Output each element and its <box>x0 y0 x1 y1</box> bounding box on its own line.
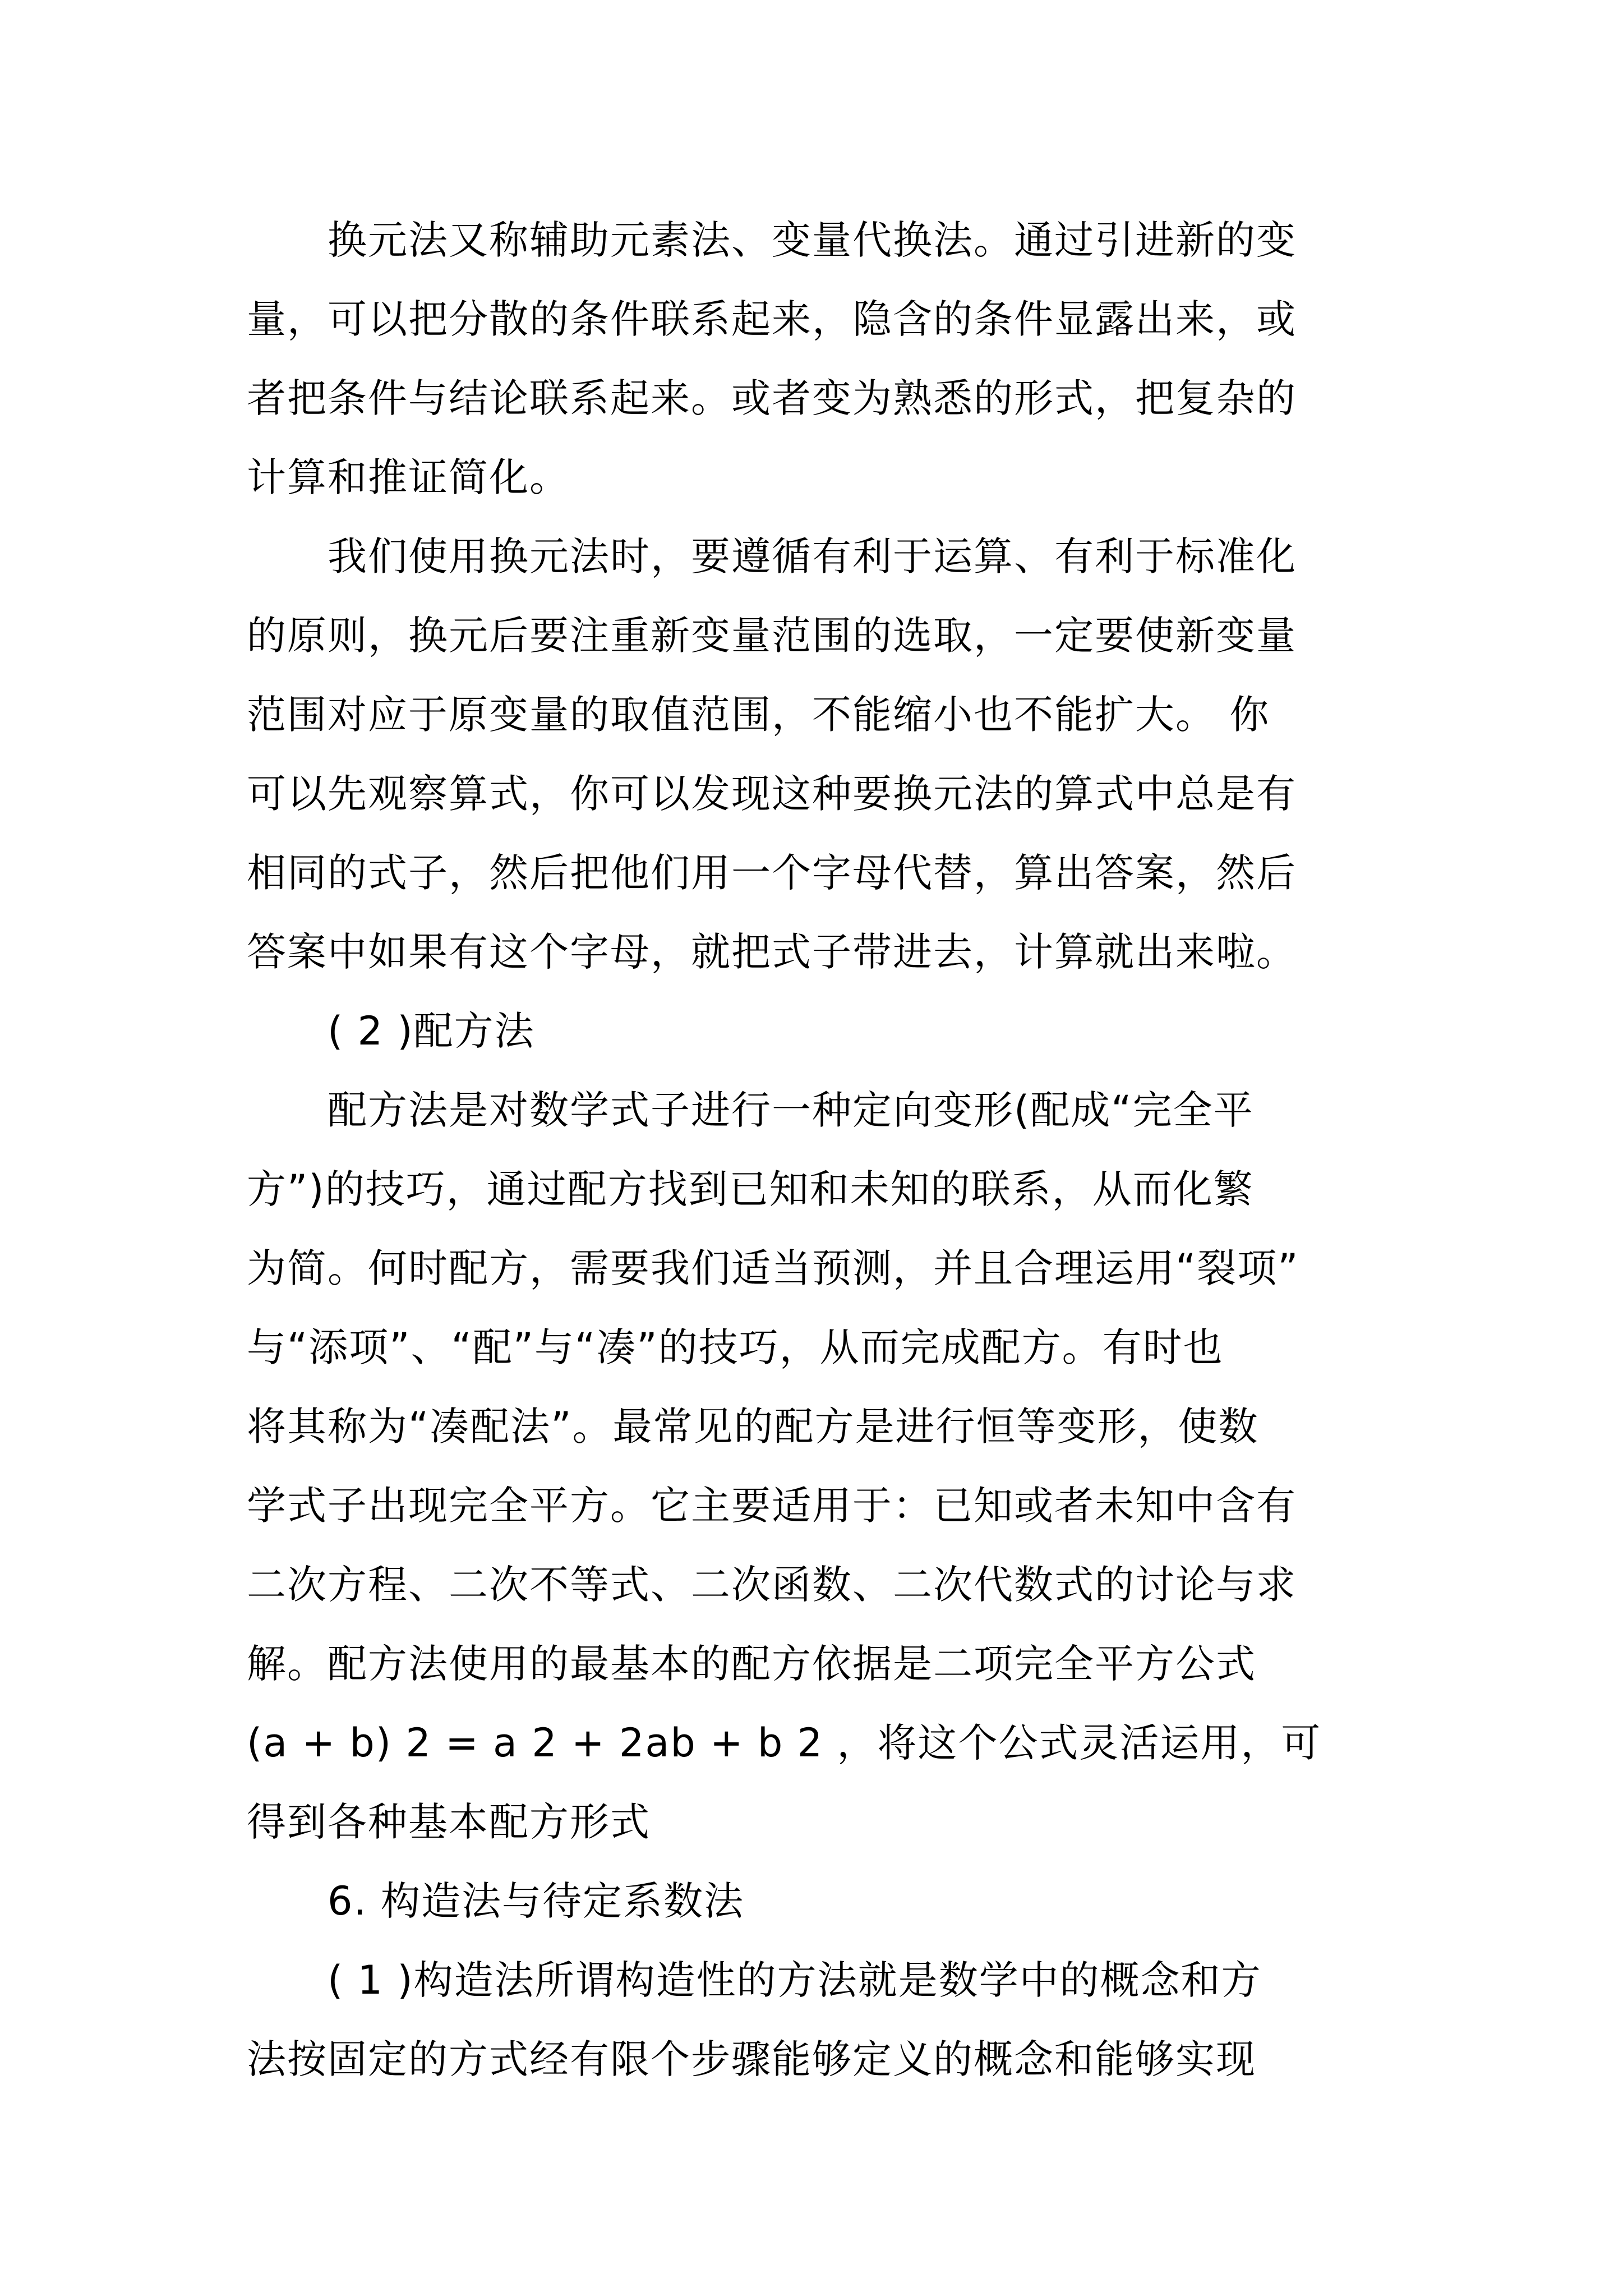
section-heading: 6. 构造法与待定系数法 <box>328 1878 745 1924</box>
text-line: 与“添项”、“配”与“凑”的技巧，从而完成配方。有时也 <box>247 1324 1224 1370</box>
text-line: 学式子出现完全平方。它主要适用于：已知或者未知中含有 <box>247 1483 1297 1529</box>
text-line: 换元法又称辅助元素法、变量代换法。通过引进新的变 <box>328 217 1297 263</box>
text-line: 二次方程、二次不等式、二次函数、二次代数式的讨论与求 <box>247 1562 1297 1608</box>
text-line: 配方法是对数学式子进行一种定向变形(配成“完全平 <box>328 1087 1254 1133</box>
text-line: 解。配方法使用的最基本的配方依据是二项完全平方公式 <box>247 1641 1256 1687</box>
text-line: 我们使用换元法时，要遵循有利于运算、有利于标准化 <box>328 533 1297 579</box>
text-line: 范围对应于原变量的取值范围，不能缩小也不能扩大。 你 <box>247 692 1270 738</box>
section-heading: ( 2 )配方法 <box>328 1008 535 1054</box>
text-line: 可以先观察算式，你可以发现这种要换元法的算式中总是有 <box>247 771 1297 817</box>
text-line: 计算和推证简化。 <box>247 454 570 500</box>
formula-line: (a + b) 2 = a 2 + 2ab + b 2 ，将这个公式灵活运用，可 <box>247 1720 1322 1766</box>
text-line: 的原则，换元后要注重新变量范围的选取，一定要使新变量 <box>247 613 1297 659</box>
text-line: 量，可以把分散的条件联系起来，隐含的条件显露出来，或 <box>247 296 1297 342</box>
text-line: 方”)的技巧，通过配方找到已知和未知的联系，从而化繁 <box>247 1166 1254 1212</box>
text-line: 得到各种基本配方形式 <box>247 1799 651 1845</box>
body-text <box>247 201 1413 2099</box>
text-line: 为简。何时配方，需要我们适当预测，并且合理运用“裂项” <box>247 1245 1299 1291</box>
text-line: 相同的式子，然后把他们用一个字母代替，算出答案，然后 <box>247 850 1297 896</box>
text-line: 者把条件与结论联系起来。或者变为熟悉的形式，把复杂的 <box>247 375 1297 421</box>
text-line: ( 1 )构造法所谓构造性的方法就是数学中的概念和方 <box>328 1957 1262 2003</box>
text-line: 将其称为“凑配法”。最常见的配方是进行恒等变形，使数 <box>247 1404 1259 1450</box>
text-line: 法按固定的方式经有限个步骤能够定义的概念和能够实现 <box>247 2036 1256 2082</box>
text-line: 答案中如果有这个字母，就把式子带进去，计算就出来啦。 <box>247 929 1297 975</box>
